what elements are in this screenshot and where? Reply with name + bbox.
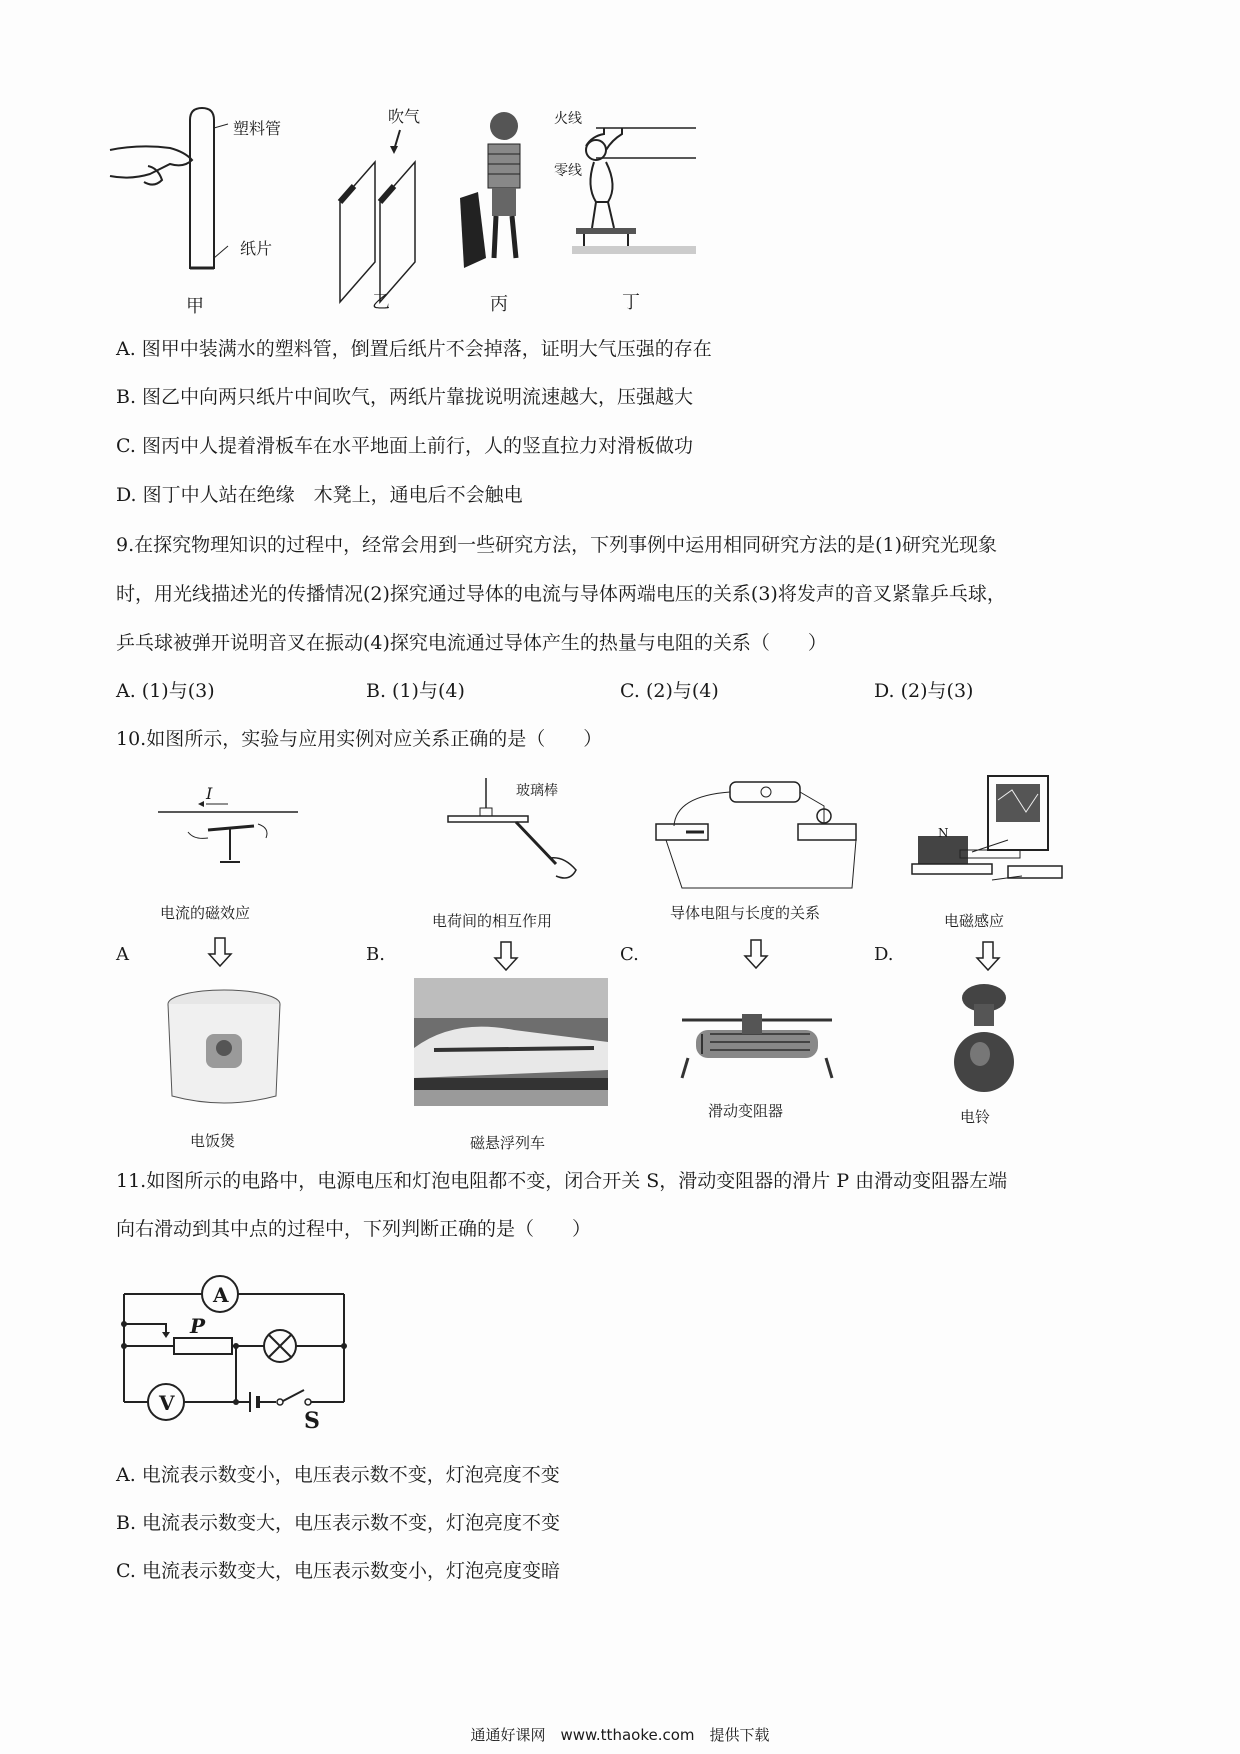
q10-letter-b: B. bbox=[366, 944, 385, 965]
down-arrow-icon bbox=[744, 940, 768, 970]
q11-option-c: C. 电流表示数变大，电压表示数变小，灯泡亮度变暗 bbox=[116, 1560, 560, 1582]
q10-letter-d: D. bbox=[874, 944, 894, 965]
electric-bell-image bbox=[944, 984, 1024, 1094]
page-footer: 通通好课网 www.tthaoke.com 提供下载 bbox=[470, 1726, 770, 1744]
figure-resistance bbox=[656, 776, 856, 896]
q10-c-experiment: 导体电阻与长度的关系 bbox=[670, 904, 821, 922]
q11-stem-line-2: 向右滑动到其中点的过程中，下列判断正确的是（ ） bbox=[116, 1218, 592, 1240]
q9-option-b: B. (1)与(4) bbox=[366, 680, 465, 702]
label-blow: 吹气 bbox=[388, 107, 421, 126]
q10-a-application: 电饭煲 bbox=[190, 1132, 236, 1150]
label-tube: 塑料管 bbox=[233, 119, 282, 138]
q10-letter-a: A bbox=[116, 944, 129, 965]
rice-cooker-image bbox=[160, 986, 290, 1116]
q10-d-experiment: 电磁感应 bbox=[944, 912, 1005, 930]
q10-b-experiment: 电荷间的相互作用 bbox=[432, 912, 553, 930]
label-neutral-wire: 零线 bbox=[554, 163, 582, 179]
caption-ding: 丁 bbox=[622, 292, 640, 313]
q10-d-application: 电铃 bbox=[960, 1108, 991, 1126]
circuit-diagram bbox=[118, 1270, 358, 1420]
slider-label: P bbox=[190, 1314, 206, 1338]
label-paper: 纸片 bbox=[240, 239, 273, 258]
q9-option-a: A. (1)与(3) bbox=[116, 680, 215, 702]
q10-letter-c: C. bbox=[620, 944, 639, 965]
q9-stem-line-3: 乒乓球被弹开说明音叉在振动(4)探究电流通过导体产生的热量与电阻的关系（ ） bbox=[116, 632, 827, 654]
q8-option-a: A. 图甲中装满水的塑料管，倒置后纸片不会掉落，证明大气压强的存在 bbox=[116, 338, 712, 360]
maglev-train-image bbox=[414, 978, 608, 1106]
q10-c-application: 滑动变阻器 bbox=[708, 1102, 784, 1120]
label-live-wire: 火线 bbox=[554, 111, 582, 127]
q9-option-d: D. (2)与(3) bbox=[874, 680, 974, 702]
current-symbol: I bbox=[206, 784, 213, 803]
q8-option-c: C. 图丙中人提着滑板车在水平地面上前行，人的竖直拉力对滑板做功 bbox=[116, 435, 693, 457]
q10-b-application: 磁悬浮列车 bbox=[470, 1134, 546, 1152]
switch-label: S bbox=[304, 1408, 320, 1434]
q8-option-d: D. 图丁中人站在绝缘 木凳上，通电后不会触电 bbox=[116, 484, 523, 506]
figure-ding bbox=[556, 106, 696, 276]
down-arrow-icon bbox=[976, 942, 1000, 972]
q9-stem-line-1: 9.在探究物理知识的过程中，经常会用到一些研究方法，下列事例中运用相同研究方法的是(1)研究光现象 bbox=[116, 534, 998, 556]
figure-bing bbox=[458, 108, 548, 278]
down-arrow-icon bbox=[494, 942, 518, 972]
q8-option-b: B. 图乙中向两只纸片中间吹气，两纸片靠拢说明流速越大，压强越大 bbox=[116, 386, 694, 408]
ammeter-label: A bbox=[213, 1283, 229, 1307]
figure-yi bbox=[320, 122, 470, 302]
voltmeter-label: V bbox=[159, 1391, 175, 1415]
down-arrow-icon bbox=[208, 938, 232, 968]
q11-stem-line-1: 11.如图所示的电路中，电源电压和灯泡电阻都不变，闭合开关 S，滑动变阻器的滑片 P 由滑动变阻器左端 bbox=[116, 1170, 1008, 1192]
q10-stem: 10.如图所示，实验与应用实例对应关系正确的是（ ） bbox=[116, 728, 603, 750]
rheostat-image bbox=[682, 1004, 832, 1084]
q9-option-c: C. (2)与(4) bbox=[620, 680, 719, 702]
caption-yi: 乙 bbox=[372, 292, 390, 313]
q11-option-b: B. 电流表示数变大，电压表示数不变，灯泡亮度不变 bbox=[116, 1512, 561, 1534]
figure-induction bbox=[912, 770, 1062, 900]
caption-jia: 甲 bbox=[186, 296, 204, 317]
q9-stem-line-2: 时，用光线描述光的传播情况(2)探究通过导体的电流与导体两端电压的关系(3)将发声的音叉紧靠乒乓球， bbox=[116, 583, 1006, 605]
q11-option-a: A. 电流表示数变小，电压表示数不变，灯泡亮度不变 bbox=[116, 1464, 560, 1486]
figure-oersted bbox=[158, 776, 318, 886]
north-pole-label: N bbox=[938, 826, 949, 840]
glass-rod-label: 玻璃棒 bbox=[516, 783, 558, 799]
q10-a-experiment: 电流的磁效应 bbox=[160, 904, 251, 922]
caption-bing: 丙 bbox=[490, 294, 508, 315]
